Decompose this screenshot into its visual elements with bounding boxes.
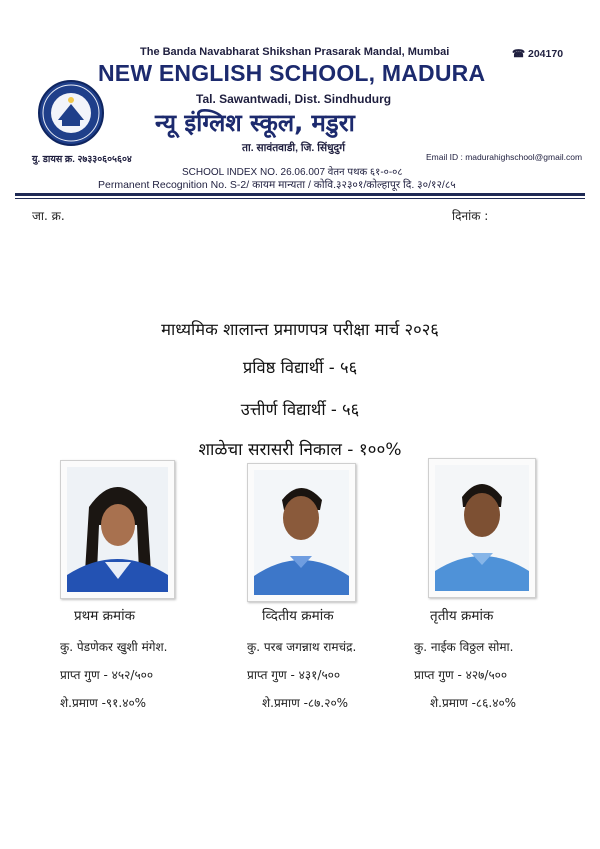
header-rule-thick [15, 193, 585, 196]
topper-percent-third: शे.प्रमाण -८६.४०% [430, 696, 517, 710]
address-english: Tal. Sawantwadi, Dist. Sindhudurg [196, 92, 392, 106]
exam-title: माध्यमिक शालान्त प्रमाणपत्र परीक्षा मार्च २०२६ [161, 320, 439, 339]
students-passed: उत्तीर्ण विद्यार्थी - ५६ [240, 400, 360, 419]
topper-photo-first [60, 460, 175, 599]
topper-photo-third [428, 458, 536, 598]
students-appeared: प्रविष्ठ विद्यार्थी - ५६ [242, 358, 358, 377]
topper-rank-second: व्दितीय क्रमांक [262, 608, 334, 624]
student-portrait-icon [254, 470, 349, 595]
student-portrait-icon [435, 465, 529, 591]
topper-photo-second [247, 463, 356, 602]
topper-name-third: कु. नाईक विठ्ठल सोमा. [414, 640, 514, 654]
topper-rank-first: प्रथम क्रमांक [74, 608, 135, 624]
topper-name-first: कु. पेडणेकर खुशी मंगेश. [60, 640, 168, 654]
trust-name: The Banda Navabharat Shikshan Prasarak Mandal, Mumbai [140, 46, 450, 58]
address-marathi: ता. सावंतवाडी, जि. सिंधुदुर्ग [242, 142, 346, 154]
topper-marks-second: प्राप्त गुण - ४३१/५०० [247, 668, 341, 682]
dise-code: यु. डायस क्र. २७३३०६०५६०४ [32, 154, 132, 165]
topper-percent-first: शे.प्रमाण -९१.४०% [60, 696, 147, 710]
school-logo [38, 80, 104, 146]
topper-name-second: कु. परब जगन्नाथ रामचंद्र. [247, 640, 357, 654]
topper-rank-third: तृतीय क्रमांक [430, 608, 494, 624]
header-rule-thin [15, 198, 585, 199]
date-label: दिनांक : [452, 209, 489, 223]
school-index: SCHOOL INDEX NO. 26.06.007 वेतन पथक ६१-०-०८ [182, 167, 403, 178]
phone-number: ☎ 204170 [512, 48, 564, 60]
reference-number-label: जा. क्र. [32, 209, 65, 223]
topper-marks-first: प्राप्त गुण - ४५२/५०० [60, 668, 154, 682]
recognition-number: Permanent Recognition No. S-2/ कायम मान्यता / कोवि.३२३०१/कोल्हापूर दि. ३०/१२/८५ [98, 179, 456, 191]
topper-percent-second: शे.प्रमाण -८७.२०% [262, 696, 349, 710]
school-name-marathi: न्यू इंग्लिश स्कूल, मडुरा [155, 109, 355, 137]
school-name-english: NEW ENGLISH SCHOOL, MADURA [98, 60, 486, 86]
topper-marks-third: प्राप्त गुण - ४२७/५०० [414, 668, 508, 682]
student-portrait-icon [67, 467, 168, 592]
email-address: Email ID : madurahighschool@gmail.com [426, 152, 583, 162]
overall-result: शाळेचा सरासरी निकाल - १००% [198, 440, 402, 460]
